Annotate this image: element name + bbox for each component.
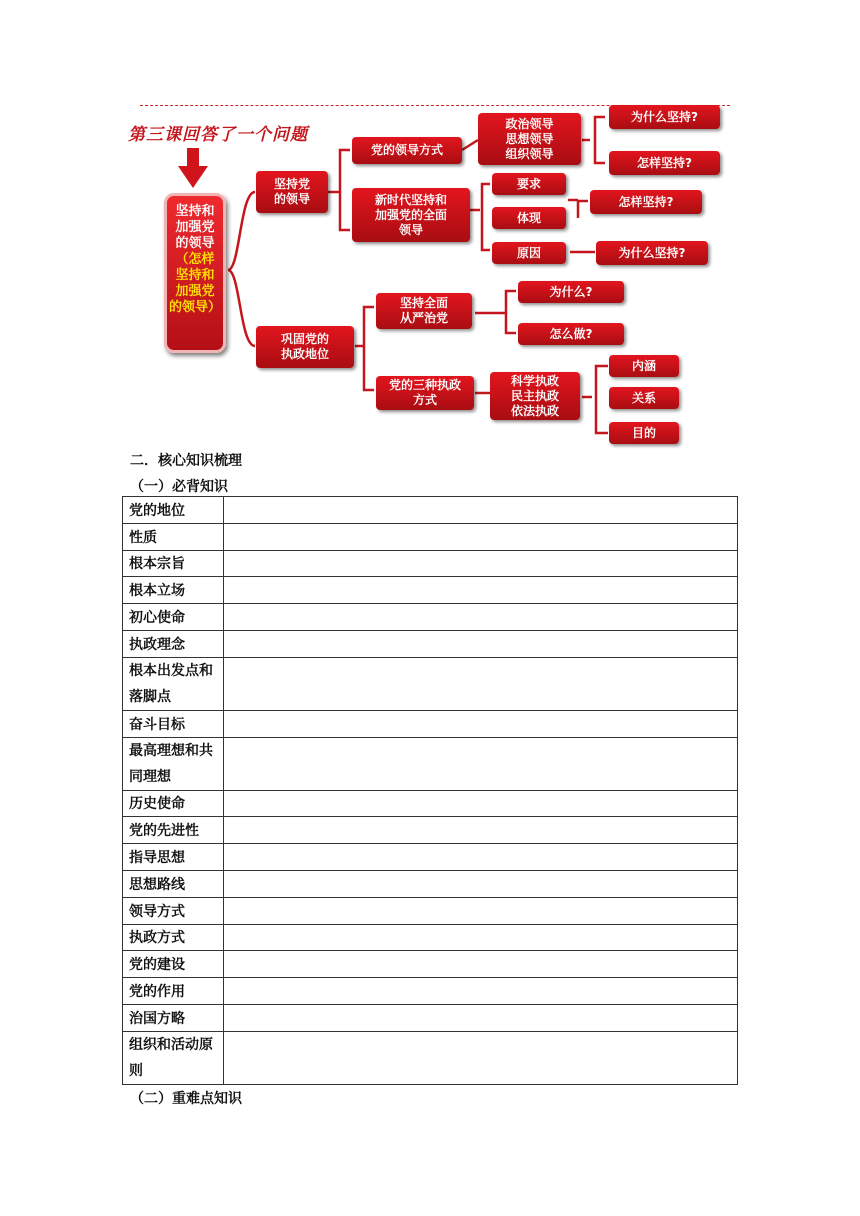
subsection-heading-1: （一）必背知识 <box>130 479 228 495</box>
table-row <box>123 604 738 631</box>
table-row <box>123 657 738 710</box>
table-row-label: 党的作用 <box>123 978 224 1005</box>
table-row-label: 执政方式 <box>123 924 224 951</box>
table-row-label: 奋斗目标 <box>123 710 224 737</box>
central-topic-line: 的领导） <box>168 300 221 315</box>
table-row <box>123 523 738 550</box>
node-congyan-zhidang: 坚持全面 从严治党 <box>376 293 472 329</box>
table-row <box>123 630 738 657</box>
table-row-label: 组织和活动原则 <box>123 1031 224 1084</box>
table-row-label: 根本立场 <box>123 577 224 604</box>
answer-cell[interactable] <box>224 951 738 978</box>
table-row <box>123 737 738 790</box>
table-row <box>123 817 738 844</box>
node-weishenme-1: 为什么坚持? <box>609 105 720 129</box>
table-row-label: 最高理想和共同理想 <box>123 737 224 790</box>
answer-cell[interactable] <box>224 817 738 844</box>
table-row-label: 党的建设 <box>123 951 224 978</box>
answer-cell[interactable] <box>224 657 738 710</box>
table-row <box>123 870 738 897</box>
table-row-label: 初心使命 <box>123 604 224 631</box>
table-row <box>123 550 738 577</box>
node-yuanyin: 原因 <box>492 242 566 264</box>
central-topic-line: 加强党 <box>175 220 215 235</box>
central-topic-line: 坚持和 <box>175 204 215 219</box>
central-topic-line: 的领导 <box>175 236 215 251</box>
answer-cell[interactable] <box>224 550 738 577</box>
table-row <box>123 790 738 817</box>
table-row-label: 指导思想 <box>123 844 224 871</box>
node-sanzhong-zhizheng: 党的三种执政 方式 <box>376 376 474 410</box>
node-weishenme-2: 为什么坚持? <box>596 241 708 265</box>
answer-cell[interactable] <box>224 604 738 631</box>
central-topic-line: 加强党 <box>175 284 215 299</box>
table-row <box>123 710 738 737</box>
table-row-label: 历史使命 <box>123 790 224 817</box>
node-guanxi: 关系 <box>609 387 679 409</box>
node-zenmezuo: 怎么做? <box>518 323 624 345</box>
node-yaoqiu: 要求 <box>492 173 566 195</box>
table-row <box>123 1004 738 1031</box>
answer-cell[interactable] <box>224 1031 738 1084</box>
answer-cell[interactable] <box>224 978 738 1005</box>
central-topic-line: 坚持和 <box>175 268 215 283</box>
knowledge-table <box>122 496 738 1085</box>
answer-cell[interactable] <box>224 710 738 737</box>
node-neihan: 内涵 <box>609 355 679 377</box>
node-tixian: 体现 <box>492 207 566 229</box>
node-xinshidai: 新时代坚持和 加强党的全面 领导 <box>352 188 470 242</box>
section-heading: 二．核心知识梳理 <box>130 453 242 469</box>
table-row <box>123 497 738 524</box>
node-zhengzhi-lingdao: 政治领导 思想领导 组织领导 <box>478 113 581 165</box>
node-kexue-zhizheng: 科学执政 民主执政 依法执政 <box>490 372 580 420</box>
node-zenyang-1: 怎样坚持? <box>609 151 720 175</box>
table-row-label: 执政理念 <box>123 630 224 657</box>
node-weishenme-3: 为什么? <box>518 281 624 303</box>
knowledge-diagram <box>0 0 860 445</box>
answer-cell[interactable] <box>224 737 738 790</box>
answer-cell[interactable] <box>224 1004 738 1031</box>
answer-cell[interactable] <box>224 523 738 550</box>
answer-cell[interactable] <box>224 924 738 951</box>
table-row <box>123 951 738 978</box>
central-topic-line: （怎样 <box>175 252 215 267</box>
answer-cell[interactable] <box>224 630 738 657</box>
table-row-label: 根本宗旨 <box>123 550 224 577</box>
table-row <box>123 844 738 871</box>
table-row-label: 党的地位 <box>123 497 224 524</box>
node-mudi: 目的 <box>609 422 679 444</box>
answer-cell[interactable] <box>224 844 738 871</box>
answer-cell[interactable] <box>224 790 738 817</box>
diagram-title: 第三课回答了一个问题 <box>128 125 308 145</box>
table-row <box>123 897 738 924</box>
table-row-label: 党的先进性 <box>123 817 224 844</box>
table-row-label: 治国方略 <box>123 1004 224 1031</box>
central-topic-box <box>164 193 226 353</box>
answer-cell[interactable] <box>224 897 738 924</box>
node-gonggu: 巩固党的 执政地位 <box>256 326 354 368</box>
table-row-label: 根本出发点和落脚点 <box>123 657 224 710</box>
answer-cell[interactable] <box>224 870 738 897</box>
table-row <box>123 924 738 951</box>
node-jianchi: 坚持党 的领导 <box>256 171 328 213</box>
table-row-label: 领导方式 <box>123 897 224 924</box>
subsection-heading-2: （二）重难点知识 <box>130 1091 242 1107</box>
node-lingdao-fangshi: 党的领导方式 <box>352 137 462 164</box>
node-zenyang-2: 怎样坚持? <box>590 190 702 214</box>
answer-cell[interactable] <box>224 497 738 524</box>
table-row <box>123 978 738 1005</box>
answer-cell[interactable] <box>224 577 738 604</box>
table-row-label: 思想路线 <box>123 870 224 897</box>
table-row <box>123 1031 738 1084</box>
table-row <box>123 577 738 604</box>
table-row-label: 性质 <box>123 523 224 550</box>
